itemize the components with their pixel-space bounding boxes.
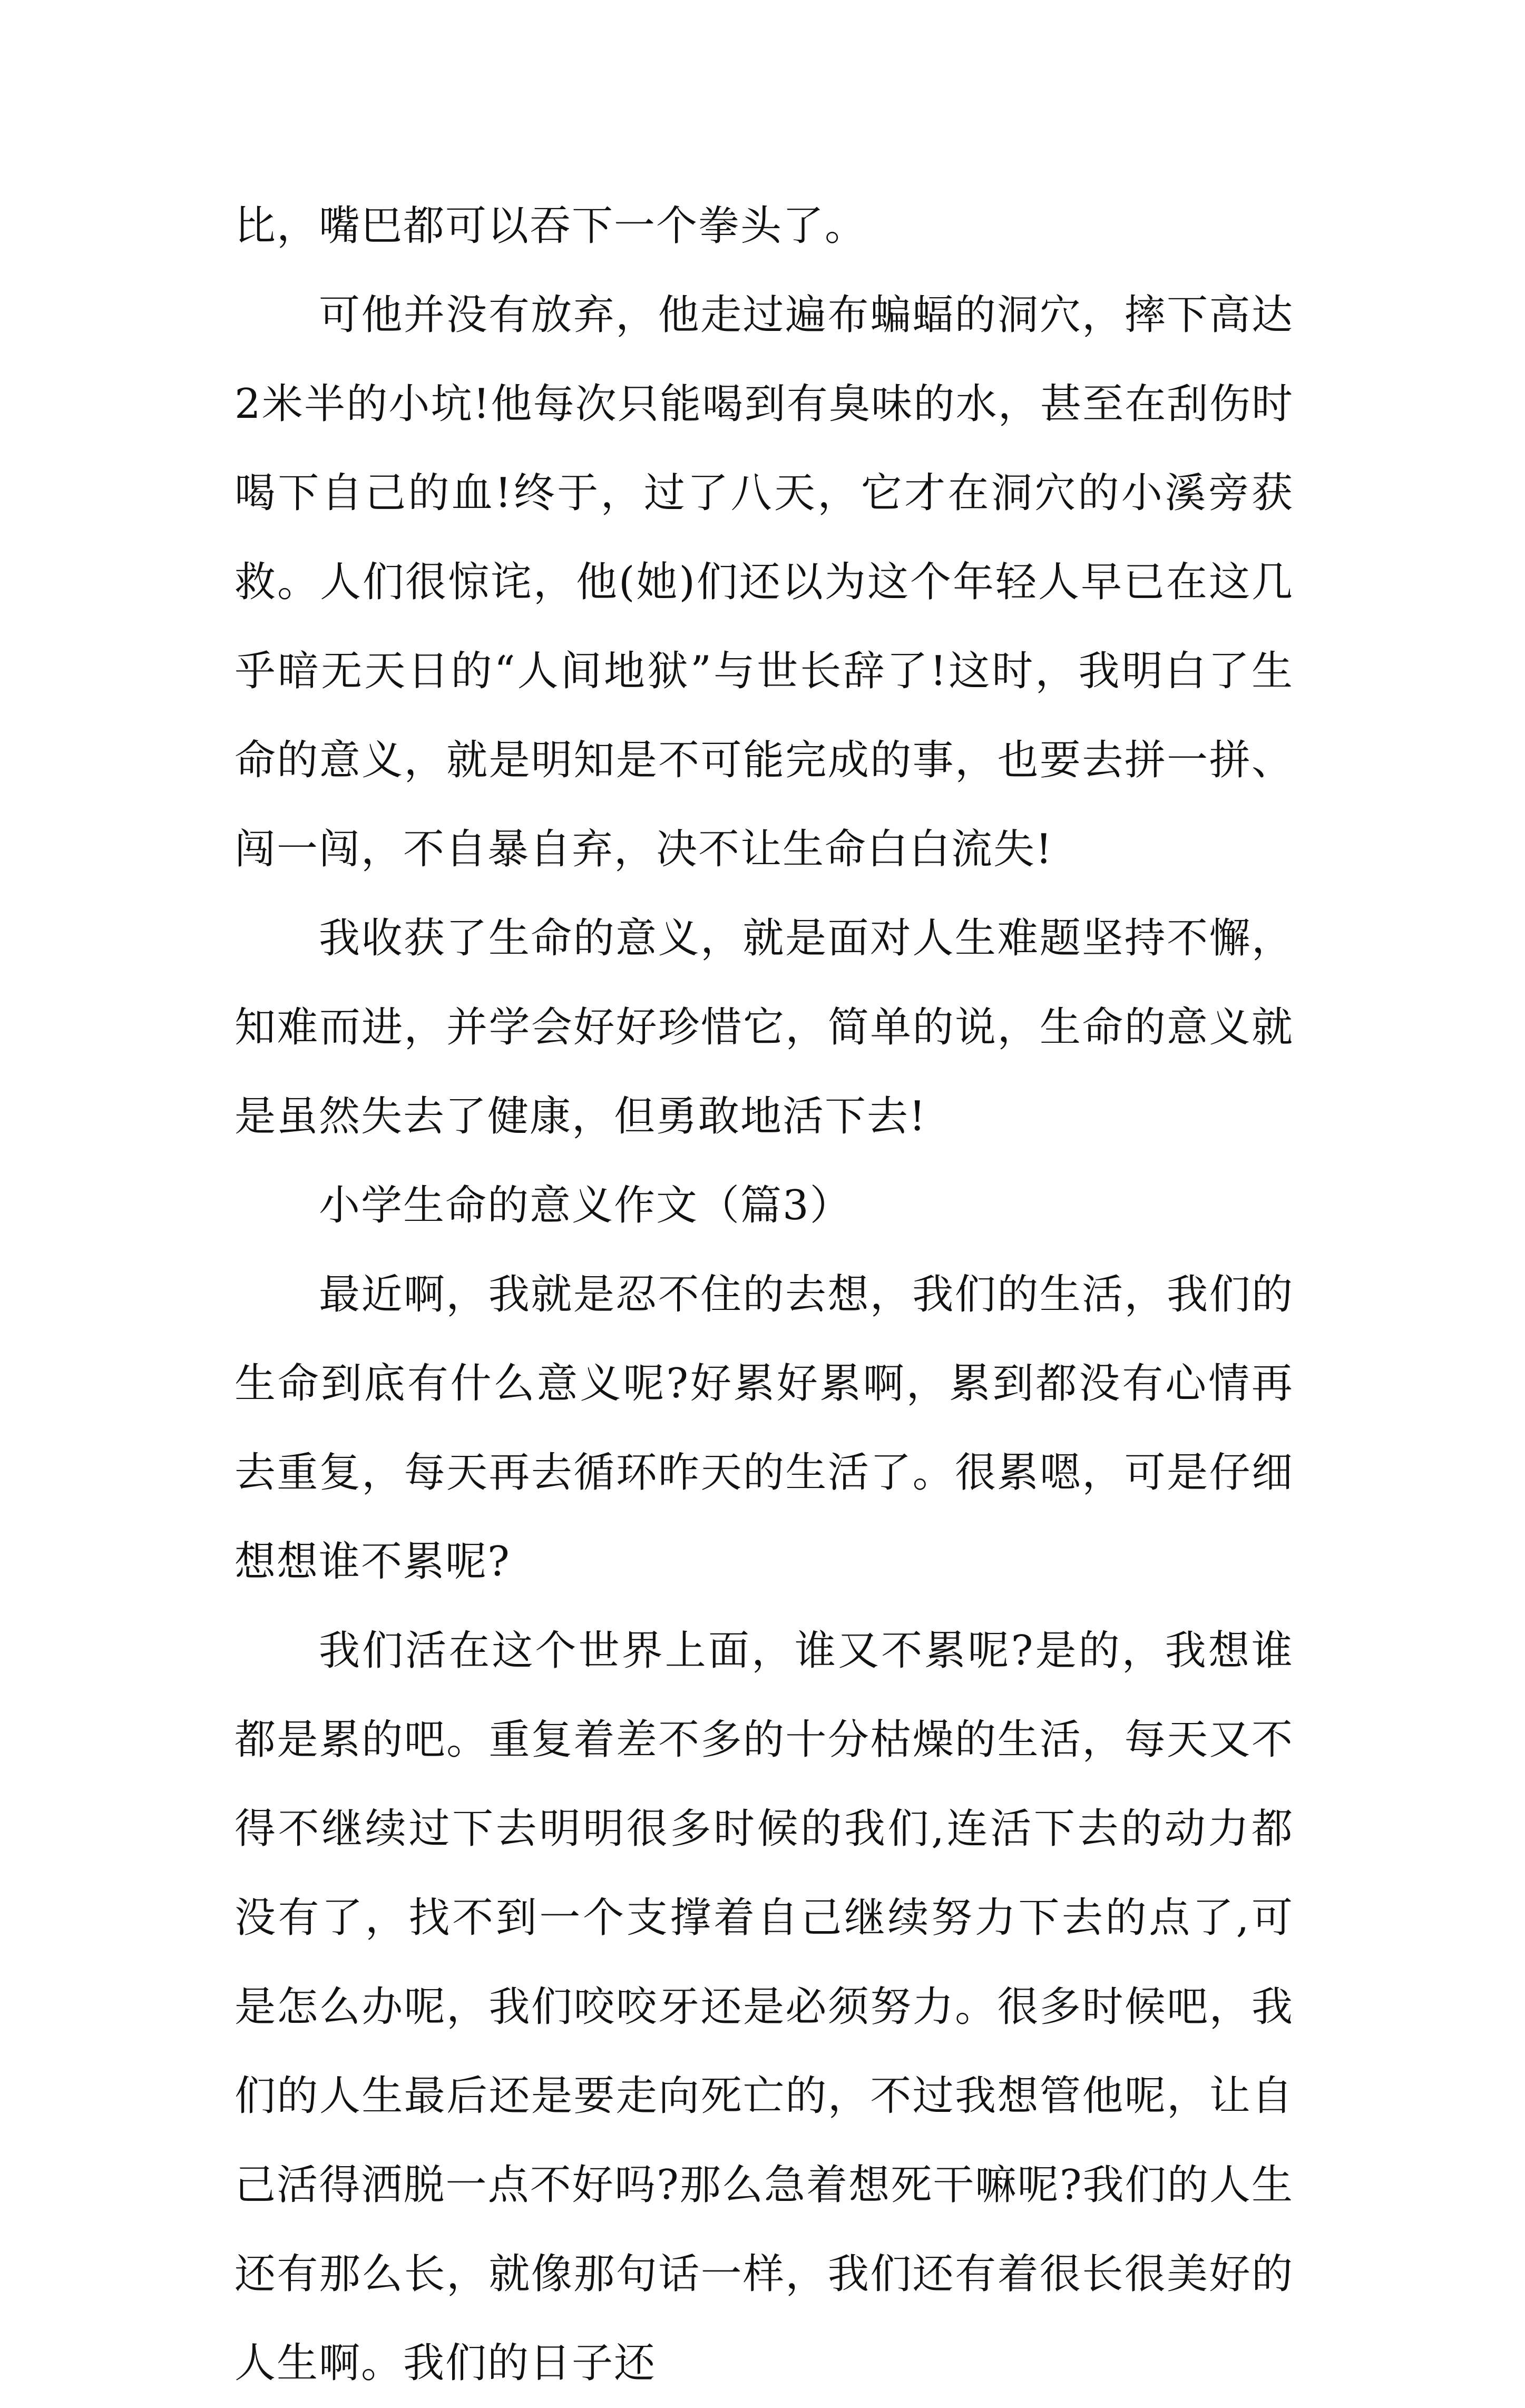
paragraph-living-in-world: 我们活在这个世界上面，谁又不累呢?是的，我想谁都是累的吧。重复着差不多的十分枯燥的生活，每天又不得不继续过下去明明很多时候的我们,连活下去的动力都没有了，找不到一个支撑着自己继续努力下去的点了,可是怎么办呢，我们咬咬牙还是必须努力。很多时候吧，我们的人生最后还是要走向死亡的，不过我想管他呢，让自己活得洒脱一点不好吗?那么急着想死干嘛呢?我们的人生还有那么长，就像那句话一样，我们还有着很长很美好的人生啊。我们的日子还 — [234, 1627, 1294, 2387]
section-heading: 小学生命的意义作文（篇3） — [319, 1182, 852, 1229]
paragraph-recent-thoughts: 最近啊，我就是忍不住的去想，我们的生活，我们的生命到底有什么意义呢?好累好累啊，累到都没有心情再去重复，每天再去循环昨天的生活了。很累嗯，可是仔细想想谁不累呢? — [234, 1271, 1294, 1585]
document-body — [234, 182, 1294, 2408]
paragraph-meaning-of-life: 我收获了生命的意义，就是面对人生难题坚持不懈，知难而进，并学会好好珍惜它，简单的说，生命的意义就是虽然失去了健康，但勇敢地活下去! — [234, 915, 1294, 1140]
paragraph-continuation: 比，嘴巴都可以吞下一个拳头了。 — [234, 202, 867, 250]
paragraph-cave-story: 可他并没有放弃，他走过遍布蝙蝠的洞穴，摔下高达2米半的小坑!他每次只能喝到有臭味的水，甚至在刮伤时喝下自己的血!终于，过了八天，它才在洞穴的小溪旁获救。人们很惊诧，他(她)们还以为这个年轻人早已在这几乎暗无天日的“人间地狱”与世长辞了!这时，我明白了生命的意义，就是明知是不可能完成的事，也要去拼一拼、闯一闯，不自暴自弃，决不让生命白白流失! — [234, 291, 1294, 873]
